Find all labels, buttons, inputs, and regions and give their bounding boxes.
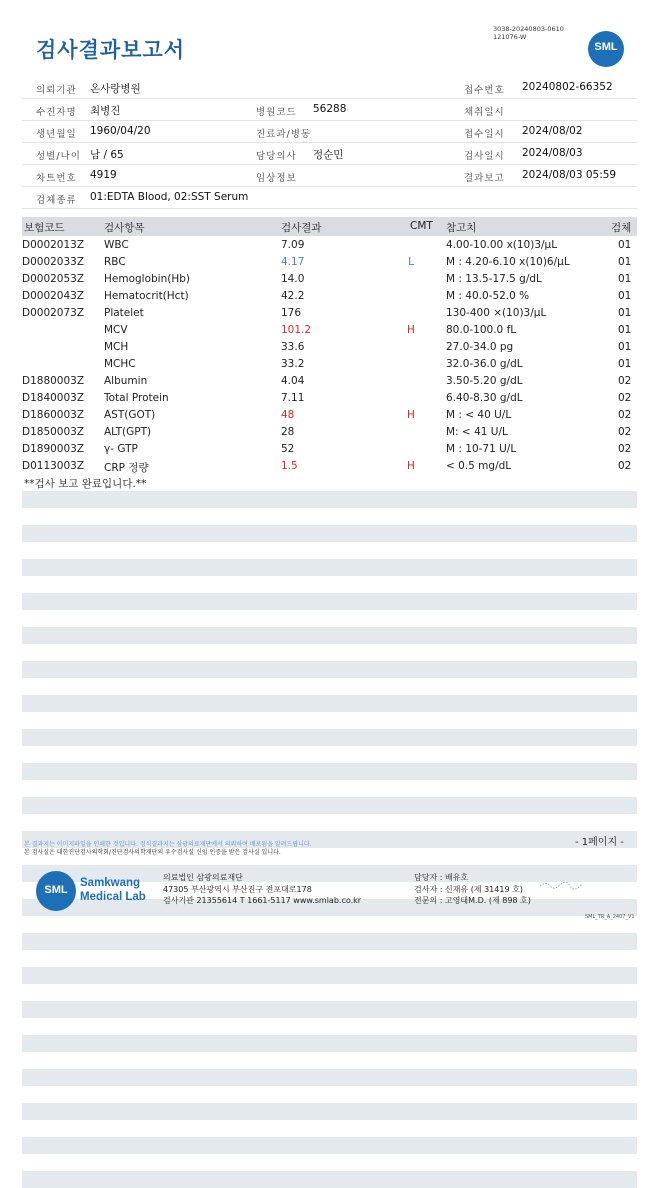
cell-code: D1850003Z bbox=[22, 426, 85, 438]
sml-logo bbox=[588, 31, 624, 67]
cell-reference: M : 4.20-6.10 x(10)6/µL bbox=[446, 256, 570, 268]
cell-reference: 4.00-10.00 x(10)3/µL bbox=[446, 239, 558, 251]
cell-specimen: 01 bbox=[618, 307, 632, 319]
hospital-code-value: 56288 bbox=[313, 103, 347, 115]
organization-info bbox=[163, 872, 361, 907]
brand-line2: Medical Lab bbox=[80, 891, 146, 903]
table-row bbox=[22, 441, 637, 458]
cell-specimen: 02 bbox=[618, 443, 632, 455]
cell-cmt: H bbox=[407, 409, 415, 421]
staff-line2: 검사자 : 신재유 (제 31419 호) bbox=[414, 884, 523, 894]
cell-code: D0113003Z bbox=[22, 460, 85, 472]
cell-reference: 6.40-8.30 g/dL bbox=[446, 392, 523, 404]
cell-code: D0002043Z bbox=[22, 290, 85, 302]
cell-result: 14.0 bbox=[281, 273, 305, 285]
chart-label: 차트번호 bbox=[36, 173, 77, 184]
info-row bbox=[22, 143, 637, 165]
cell-cmt: H bbox=[407, 460, 415, 472]
empty-row bbox=[22, 1103, 637, 1120]
cell-specimen: 02 bbox=[618, 392, 632, 404]
empty-row bbox=[22, 559, 637, 576]
hospital-code-label: 병원코드 bbox=[256, 107, 297, 118]
cell-cmt: H bbox=[407, 324, 415, 336]
header-code: 보험코드 bbox=[24, 222, 65, 234]
sml-logo-footer-text: SML bbox=[44, 884, 68, 896]
cell-item: CRP 정량 bbox=[104, 462, 149, 474]
table-row bbox=[22, 356, 637, 373]
cell-specimen: 02 bbox=[618, 375, 632, 387]
cell-reference: 80.0-100.0 fL bbox=[446, 324, 517, 336]
empty-row bbox=[22, 525, 637, 542]
report-complete-note: **검사 보고 완료입니다.** bbox=[24, 478, 147, 490]
cell-cmt: L bbox=[408, 256, 414, 268]
cell-reference: M: < 41 U/L bbox=[446, 426, 508, 438]
empty-row bbox=[22, 661, 637, 678]
org-line3: 검사기관 21355614 T 1661-5117 www.smlab.co.kr bbox=[163, 896, 362, 905]
cell-item: Total Protein bbox=[104, 392, 169, 404]
cell-item: γ- GTP bbox=[104, 443, 138, 455]
collect-date-label: 채취일시 bbox=[464, 107, 505, 118]
cell-specimen: 01 bbox=[618, 239, 632, 251]
cell-result: 48 bbox=[281, 409, 295, 421]
report-date-value: 2024/08/03 05:59 bbox=[522, 169, 617, 181]
empty-row bbox=[22, 763, 637, 780]
sex-age-label: 성별/나이 bbox=[36, 151, 81, 162]
patient-info bbox=[22, 77, 637, 209]
table-row bbox=[22, 390, 637, 407]
table-row bbox=[22, 237, 637, 254]
footer-notes bbox=[24, 841, 312, 857]
table-row bbox=[22, 373, 637, 390]
empty-row bbox=[22, 967, 637, 984]
org-line1: 의료법인 삼광의료재단 bbox=[163, 873, 243, 882]
brand-line1: Samkwang bbox=[80, 877, 141, 889]
empty-row bbox=[22, 1069, 637, 1086]
cell-item: Hematocrit(Hct) bbox=[104, 290, 189, 302]
cell-reference: 27.0-34.0 pg bbox=[446, 341, 514, 353]
empty-row bbox=[22, 729, 637, 746]
doctor-value: 정순민 bbox=[313, 149, 344, 161]
cell-result: 4.04 bbox=[281, 375, 305, 387]
cell-code: D0002013Z bbox=[22, 239, 85, 251]
test-date-value: 2024/08/03 bbox=[522, 147, 583, 159]
cell-item: RBC bbox=[104, 256, 126, 268]
hospital-label: 의뢰기관 bbox=[36, 85, 77, 96]
info-row bbox=[22, 99, 637, 121]
doctor-label: 담당의사 bbox=[256, 151, 297, 162]
cell-code: D1860003Z bbox=[22, 409, 85, 421]
header-specimen: 검체 bbox=[611, 222, 632, 234]
table-row bbox=[22, 322, 637, 339]
cell-specimen: 01 bbox=[618, 273, 632, 285]
cell-result: 28 bbox=[281, 426, 295, 438]
sml-logo-text: SML bbox=[594, 41, 618, 53]
clinical-label: 임상정보 bbox=[256, 173, 297, 184]
cell-reference: < 0.5 mg/dL bbox=[446, 460, 512, 472]
org-line2: 47305 부산광역시 부산진구 전포대로178 bbox=[163, 884, 312, 894]
cell-code: D0002053Z bbox=[22, 273, 85, 285]
cell-specimen: 01 bbox=[618, 324, 632, 336]
chart-value: 4919 bbox=[90, 169, 117, 181]
document-id bbox=[493, 25, 564, 41]
cell-reference: M : 10-71 U/L bbox=[446, 443, 517, 455]
cell-result: 1.5 bbox=[281, 460, 298, 472]
table-row bbox=[22, 305, 637, 322]
sml-logo-footer bbox=[36, 871, 76, 911]
signature-icon bbox=[538, 880, 588, 890]
empty-row bbox=[22, 797, 637, 814]
cell-specimen: 01 bbox=[618, 341, 632, 353]
empty-row bbox=[22, 1137, 637, 1154]
document-id-line2: 121076-W bbox=[493, 33, 527, 41]
cell-item: Albumin bbox=[104, 375, 148, 387]
dept-label: 진료과/병동 bbox=[256, 129, 312, 140]
cell-result: 33.2 bbox=[281, 358, 305, 370]
cell-result: 7.09 bbox=[281, 239, 305, 251]
cell-result: 7.11 bbox=[281, 392, 305, 404]
table-row bbox=[22, 288, 637, 305]
form-code: SML_TR_A_2407_V1 bbox=[585, 914, 635, 920]
cell-specimen: 02 bbox=[618, 426, 632, 438]
receipt-date-value: 2024/08/02 bbox=[522, 125, 583, 137]
sex-age-value: 남 / 65 bbox=[90, 149, 124, 161]
cell-code: D0002033Z bbox=[22, 256, 85, 268]
cell-item: MCH bbox=[104, 341, 129, 353]
empty-row bbox=[22, 1001, 637, 1018]
cell-item: Hemoglobin(Hb) bbox=[104, 273, 191, 285]
table-row bbox=[22, 424, 637, 441]
cell-reference: M : < 40 U/L bbox=[446, 409, 512, 421]
cell-item: ALT(GPT) bbox=[104, 426, 152, 438]
header-item: 검사항목 bbox=[104, 222, 145, 234]
info-row bbox=[22, 77, 637, 99]
receipt-no-value: 20240802-66352 bbox=[522, 81, 613, 93]
document-id-line1: 3038-20240803-0610 bbox=[493, 25, 564, 33]
info-row bbox=[22, 121, 637, 143]
cell-reference: M : 40.0-52.0 % bbox=[446, 290, 530, 302]
empty-row bbox=[22, 627, 637, 644]
cell-specimen: 01 bbox=[618, 358, 632, 370]
receipt-no-label: 접수번호 bbox=[464, 85, 505, 96]
info-row bbox=[22, 165, 637, 187]
test-date-label: 검사일시 bbox=[464, 151, 505, 162]
name-label: 수진자명 bbox=[36, 107, 77, 118]
birth-value: 1960/04/20 bbox=[90, 125, 151, 137]
cell-item: WBC bbox=[104, 239, 129, 251]
staff-line3: 전문의 : 고영태M.D. (제 898 호) bbox=[414, 896, 531, 905]
empty-row bbox=[22, 1171, 637, 1188]
table-row bbox=[22, 254, 637, 271]
staff-line1: 담당자 : 배유호 bbox=[414, 873, 469, 882]
cell-item: MCV bbox=[104, 324, 128, 336]
cell-specimen: 02 bbox=[618, 460, 632, 472]
cell-result: 101.2 bbox=[281, 324, 312, 336]
cell-reference: 32.0-36.0 g/dL bbox=[446, 358, 523, 370]
cell-reference: 3.50-5.20 g/dL bbox=[446, 375, 523, 387]
cell-item: AST(GOT) bbox=[104, 409, 156, 421]
table-row bbox=[22, 271, 637, 288]
staff-info bbox=[414, 872, 531, 907]
footer-note-1: 본 결과지는 이미지파일을 인쇄한 것입니다. 정식결과지는 삼광의료재단에서 의뢰하여 배포됨을 알려드립니다. bbox=[24, 841, 312, 848]
cell-code: D0002073Z bbox=[22, 307, 85, 319]
cell-specimen: 02 bbox=[618, 409, 632, 421]
cell-item: Platelet bbox=[104, 307, 144, 319]
specimen-label: 검체종류 bbox=[36, 195, 77, 206]
table-row bbox=[22, 339, 637, 356]
cell-item: MCHC bbox=[104, 358, 136, 370]
cell-reference: 130-400 ×(10)3/µL bbox=[446, 307, 547, 319]
birth-label: 생년월일 bbox=[36, 129, 77, 140]
results-table-body bbox=[22, 237, 637, 475]
empty-row bbox=[22, 593, 637, 610]
table-row bbox=[22, 458, 637, 475]
footer-note-2: 본 검사실은 대한진단검사의학회/진단검사의학재단의 우수검사실 신임 인증을 받은 검사실 입니다. bbox=[24, 849, 281, 856]
info-row bbox=[22, 187, 637, 209]
report-date-label: 결과보고 bbox=[464, 173, 505, 184]
cell-result: 33.6 bbox=[281, 341, 305, 353]
results-table-header bbox=[22, 217, 637, 236]
cell-specimen: 01 bbox=[618, 290, 632, 302]
cell-code: D1840003Z bbox=[22, 392, 85, 404]
empty-row bbox=[22, 695, 637, 712]
cell-result: 4.17 bbox=[281, 256, 305, 268]
cell-code: D1880003Z bbox=[22, 375, 85, 387]
cell-code: D1890003Z bbox=[22, 443, 85, 455]
brand-name bbox=[80, 876, 146, 904]
cell-result: 176 bbox=[281, 307, 302, 319]
cell-specimen: 01 bbox=[618, 256, 632, 268]
cell-result: 42.2 bbox=[281, 290, 305, 302]
report-title: 검사결과보고서 bbox=[36, 38, 186, 62]
empty-row bbox=[22, 1035, 637, 1052]
table-row bbox=[22, 407, 637, 424]
header-cmt: CMT bbox=[410, 220, 433, 232]
header-reference: 참고치 bbox=[446, 222, 477, 234]
empty-row bbox=[22, 933, 637, 950]
receipt-date-label: 접수일시 bbox=[464, 129, 505, 140]
hospital-value: 온사랑병원 bbox=[90, 83, 141, 95]
cell-result: 52 bbox=[281, 443, 295, 455]
name-value: 최병진 bbox=[90, 105, 121, 117]
header-result: 검사결과 bbox=[281, 222, 322, 234]
specimen-value: 01:EDTA Blood, 02:SST Serum bbox=[90, 191, 249, 203]
page-number: - 1페이지 - bbox=[575, 837, 624, 848]
empty-row bbox=[22, 491, 637, 508]
cell-reference: M : 13.5-17.5 g/dL bbox=[446, 273, 542, 285]
